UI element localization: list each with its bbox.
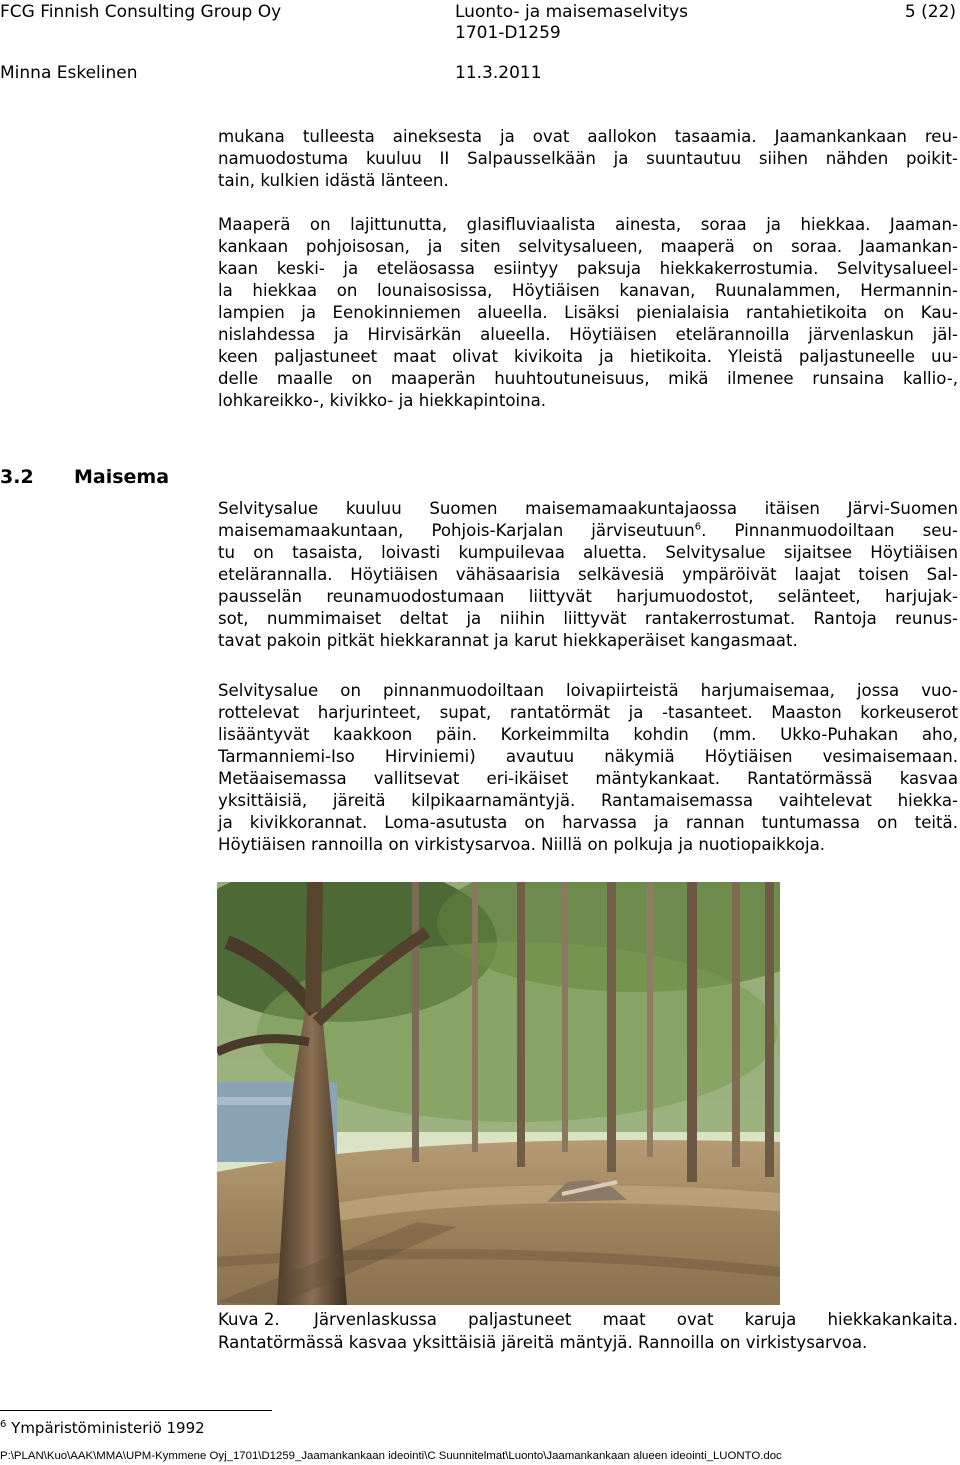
text-line: mukana tulleesta aineksesta ja ovat aallokon tasaamia. Jaamankankaan reu- xyxy=(218,127,958,146)
footnote xyxy=(0,1418,205,1438)
text-line: la hiekkaa on lounaisosissa, Höytiäisen kanavan, Ruunalammen, Hermannin- xyxy=(218,281,958,300)
text-line: kaan keski- ja eteläosassa esiintyy paksuja hiekkakerrostumia. Selvitysalueel- xyxy=(218,259,958,278)
text-line: namuodostuma kuuluu II Salpausselkään ja suuntautuu siihen nähden poikit- xyxy=(218,149,958,168)
header-report-title: Luonto- ja maisemaselvitys xyxy=(455,2,688,22)
text-line: rottelevat harjurinteet, supat, rantatörmät ja -tasanteet. Maaston korkeuserot xyxy=(218,703,958,722)
text-segment: maisemamaakuntaan, Pohjois-Karjalan järviseutuun xyxy=(218,521,695,540)
text-segment: . Pinnanmuodoiltaan seu- xyxy=(701,521,958,540)
text-line: pausselän reunamuodostumaan liittyvät harjumuodostot, selänteet, harjujak- xyxy=(218,587,958,606)
text-line-with-footnote xyxy=(218,520,958,542)
header-company: FCG Finnish Consulting Group Oy xyxy=(0,2,282,22)
intro-paragraph-2 xyxy=(218,214,958,412)
text-line: delle maalle on maaperän huuhtoutuneisuus, mikä ilmenee runsaina kallio-, xyxy=(218,369,958,388)
section-title: Maisema xyxy=(74,466,170,488)
header-author: Minna Eskelinen xyxy=(0,63,138,83)
file-path: P:\PLAN\Kuo\AAK\MMA\UPM-Kymmene Oyj_1701\D1259_Jaamankankaan ideointi\C Suunnitelmat\Luonto\Jaamankankaan alueen ideointi_LUONTO.doc xyxy=(0,1450,782,1462)
text-line: Selvitysalue kuuluu Suomen maisemamaakuntajaossa itäisen Järvi-Suomen xyxy=(218,499,958,518)
text-line: lohkareikko-, kivikko- ja hiekkapintoina. xyxy=(218,391,547,410)
footnote-number: 6 xyxy=(0,1419,7,1430)
figure-caption xyxy=(218,1308,958,1354)
caption-line-1 xyxy=(218,1308,958,1331)
text-line: tain, kulkien idästä länteen. xyxy=(218,171,449,190)
text-line: yksittäisiä, järeitä kilpikaarnamäntyjä. Rantamaisemassa vaihtelevat hiekka- xyxy=(218,791,958,810)
caption-text-1: Järvenlaskussa paljastuneet maat ovat karuja hiekkakankaita. xyxy=(314,1310,958,1329)
text-line: ja kivikkorannat. Loma-asutusta on harvassa ja rannan tuntumassa on teitä. xyxy=(218,813,958,832)
text-line: Maaperä on lajittunutta, glasifluviaalista ainesta, soraa ja hiekkaa. Jaaman- xyxy=(218,215,958,234)
text-line: lampien ja Eenokinniemen alueella. Lisäksi pienialaisia rantahietikoita on Kau- xyxy=(218,303,958,322)
text-line: sot, nummimaiset deltat ja niihin liittyvät rantakerrostumat. Rantoja reunus- xyxy=(218,609,958,628)
text-line: kankaan pohjoisosan, ja siten selvitysalueen, maaperä on soraa. Jaamankan- xyxy=(218,237,958,256)
header-page-number: 5 (22) xyxy=(904,2,956,22)
text-line: Metäaisemassa vallitsevat eri-ikäiset mäntykankaat. Rantatörmässä kasvaa xyxy=(218,769,958,788)
text-line: tavat pakoin pitkät hiekkarannat ja karut hiekkaperäiset kangasmaat. xyxy=(218,631,798,650)
text-line: Selvitysalue on pinnanmuodoiltaan loivapiirteistä harjumaisemaa, jossa vuo- xyxy=(218,681,958,700)
header-report-code: 1701-D1259 xyxy=(455,23,561,43)
section-number: 3.2 xyxy=(0,466,34,488)
forest-shore-photo xyxy=(217,882,780,1305)
intro-paragraph-1 xyxy=(218,126,958,192)
footnote-divider xyxy=(0,1410,272,1411)
text-line: Höytiäisen rannoilla on virkistysarvoa. Niillä on polkuja ja nuotiopaikkoja. xyxy=(218,835,826,854)
text-line: lisääntyvät kaakkoon päin. Korkeimmilta kohdin (mm. Ukko-Puhakan aho, xyxy=(218,725,958,744)
text-line: etelärannalla. Höytiäisen vähäsaarisia selkävesiä ympäröivät laajat toisen Sal- xyxy=(218,565,958,584)
section-paragraph-2 xyxy=(218,680,958,856)
section-paragraph-1 xyxy=(218,498,958,652)
text-line: nislahdessa ja Hirvisärkän alueella. Höytiäisen etelärannoilla järvenlaskun jäl- xyxy=(218,325,958,344)
header-date: 11.3.2011 xyxy=(455,63,542,83)
text-line: Tarmanniemi-Iso Hirviniemi) avautuu näkymiä Höytiäisen vesimaisemaan. xyxy=(218,747,958,766)
footnote-reference[interactable]: 6 xyxy=(694,521,702,533)
text-line: keen paljastuneet maat olivat kivikoita ja hietikoita. Yleistä paljastuneelle uu- xyxy=(218,347,958,366)
footnote-text: Ympäristöministeriö 1992 xyxy=(11,1419,205,1437)
figure-label: Kuva 2. xyxy=(218,1310,280,1329)
caption-text-2: Rantatörmässä kasvaa yksittäisiä järeitä mäntyjä. Rannoilla on virkistysarvoa. xyxy=(218,1333,868,1352)
text-line: tu on tasaista, loivasti kumpuilevaa aluetta. Selvitysalue sijaitsee Höytiäisen xyxy=(218,543,958,562)
